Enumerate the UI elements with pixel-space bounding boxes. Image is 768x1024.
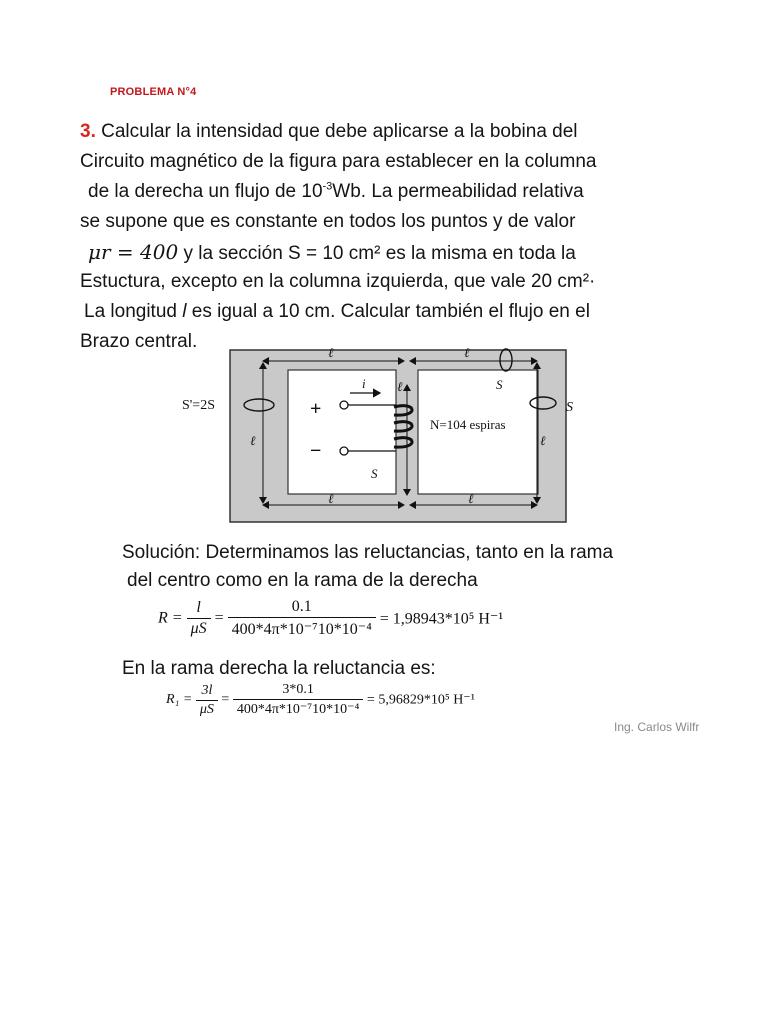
problem-number: 3. [80,121,96,142]
solution-line-3: En la rama derecha la reluctancia es: [122,658,436,679]
solution-line-1: Solución: Determinamos las reluctancias, tanto en la rama [122,542,614,563]
magnetic-circuit-figure [168,345,588,525]
bottom-right-length-label: ℓ [468,491,474,506]
fraction-numeric [233,682,364,718]
top-area-label: S [496,377,503,392]
right-area-label: S [566,400,573,415]
fraction-denominator: 400*4π*10⁻⁷10*10⁻⁴ [236,702,360,717]
problem-line-8: Brazo central. [80,331,198,352]
equation-result: = 1,98943*10⁵ H⁻¹ [379,610,504,628]
center-area-label: S [371,466,378,481]
turns-label: N=104 espiras [430,417,506,432]
fraction-3l-over-muS [196,683,218,718]
problem-text: es igual a 10 cm. Calcular también el flujo en el [186,301,590,322]
equals-sign: = [214,609,224,627]
problem-line-3 [88,177,584,207]
fraction-numeric [228,598,376,639]
equation-result: = 5,96829*10⁵ H⁻¹ [366,692,475,708]
fraction-denominator: 400*4π*10⁻⁷10*10⁻⁴ [231,621,372,638]
right-length-label: ℓ [540,433,546,448]
fraction-numerator: l [187,599,211,619]
reluctance-center-equation [158,598,503,639]
problem-text: La longitud [84,301,183,322]
problem-line-5 [88,237,576,269]
equation-lhs: R₁ = [166,692,193,707]
problem-line-4: se supone que es constante en todos los puntos y de valor [80,211,576,232]
problem-line-2: Circuito magnético de la figura para establecer en la columna [80,151,597,172]
left-area-label: S'=2S [182,398,215,413]
center-length-label: ℓ [397,379,403,394]
top-right-length-label: ℓ [464,345,470,360]
minus-sign: − [310,440,322,462]
top-length-label: ℓ [328,345,334,360]
fraction-l-over-muS [187,599,211,638]
equals-sign: = [221,692,230,707]
core-window-right [418,370,538,494]
author-credit: Ing. Carlos Wilfr [614,720,700,734]
fraction-denominator: μS [199,701,214,717]
fraction-denominator: μS [190,620,207,637]
problem-line-6: Estuctura, excepto en la columna izquierda, que vale 20 cm²· [80,271,596,292]
fraction-numerator: 0.1 [228,598,376,618]
length-symbol: l [182,301,187,322]
problem-line-7 [84,297,590,327]
left-length-label: ℓ [250,433,256,448]
solution-line-2: del centro como en la rama de la derecha [127,570,478,591]
current-label: i [362,376,366,391]
core-window-left [288,370,396,494]
problem-text: Calcular la intensidad que debe aplicarse a la bobina del [101,121,578,142]
terminal-negative [340,447,348,455]
equation-lhs: R = [158,609,183,627]
problem-heading: PROBLEMA N°4 [110,86,197,98]
fraction-numerator: 3l [196,683,218,701]
terminal-positive [340,401,348,409]
problem-line-1 [80,117,578,147]
plus-sign: + [310,398,322,420]
reluctance-right-equation [166,682,475,718]
bottom-length-label: ℓ [328,491,334,506]
problem-text: de la derecha un flujo de 10 [88,181,323,202]
exponent: -3 [322,180,333,193]
permeability-value: μr = 400 [88,240,179,264]
problem-text: y la sección S = 10 cm² es la misma en toda la [178,243,576,264]
problem-text: Wb. La permeabilidad relativa [332,181,584,202]
fraction-numerator: 3*0.1 [233,682,364,700]
